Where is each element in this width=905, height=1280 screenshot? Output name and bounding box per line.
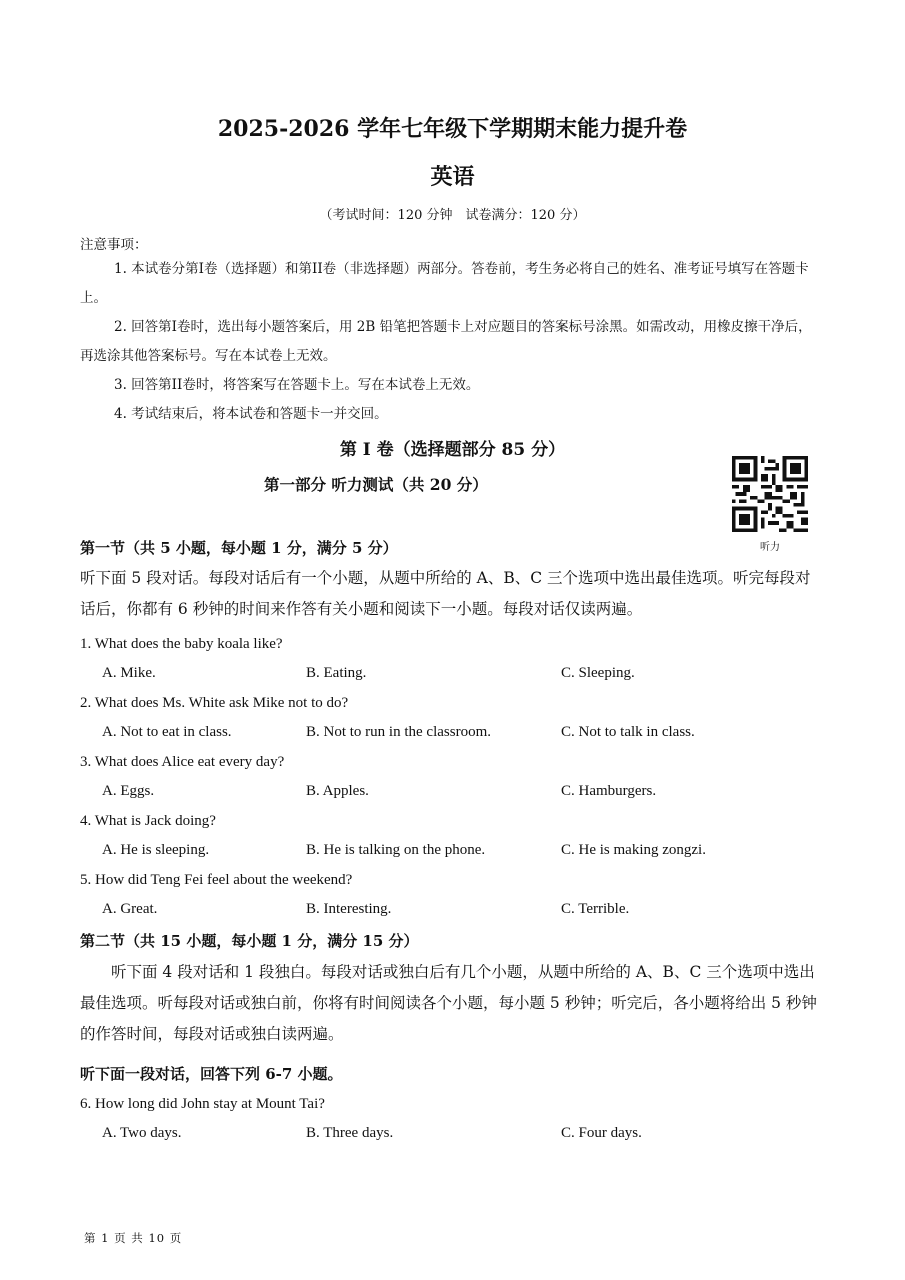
option-c: C. Sleeping. xyxy=(561,665,635,681)
qr-label: 听力 xyxy=(760,542,780,553)
option-c: C. Terrible. xyxy=(561,901,630,917)
option-b: B. Apples. xyxy=(306,783,369,799)
option-a: A. Two days. xyxy=(102,1125,182,1141)
section1-instructions: 听下面 5 段对话。每段对话后有一个小题，从题中所给的 A、B、C 三个选项中选出最佳选项。听完每段对话后，你都有 6 秒钟的时间来作答有关小题和阅读下一小题。每段对话仅读两遍。 xyxy=(80,569,811,618)
option-c: C. Hamburgers. xyxy=(561,783,657,799)
option-b: B. Eating. xyxy=(306,665,367,681)
section2-instructions: 听下面 4 段对话和 1 段独白。每段对话或独白后有几个小题，从题中所给的 A、B、C 三个选项中选出最佳选项。听每段对话或独白前，你将有时间阅读各个小题，每小题 5 秒钟；听完后，各小题将给出 5 秒钟的作答时间，每段对话或独白读两遍。 xyxy=(80,963,817,1043)
section2-subheading: 听下面一段对话，回答下列 6-7 小题。 xyxy=(80,1065,343,1083)
question: 3. What does Alice eat every day? xyxy=(80,754,285,770)
part-subtitle: 第一部分 听力测试（共 20 分） xyxy=(264,475,488,494)
notice-item: 4. 考试结束后，将本试卷和答题卡一并交回。 xyxy=(114,406,388,422)
notice-item: 2. 回答第I卷时，选出每小题答案后，用 2B 铅笔把答题卡上对应题目的答案标号涂黑。如需改动，用橡皮擦干净后，再选涂其他答案标号。写在本试卷上无效。 xyxy=(80,319,812,364)
subject-title: 英语 xyxy=(430,164,475,190)
question: 1. What does the baby koala like? xyxy=(80,636,283,652)
option-b: B. Interesting. xyxy=(306,901,392,917)
notice-item: 3. 回答第II卷时，将答案写在答题卡上。写在本试卷上无效。 xyxy=(114,377,480,393)
notice-item: 1. 本试卷分第I卷（选择题）和第II卷（非选择题）两部分。答卷前，考生务必将自己的姓名、准考证号填写在答题卡上。 xyxy=(80,261,809,306)
page-footer: 第 1 页 共 10 页 xyxy=(84,1231,183,1245)
option-c: C. Not to talk in class. xyxy=(561,724,695,740)
option-a: A. Great. xyxy=(102,901,158,917)
question: 6. How long did John stay at Mount Tai? xyxy=(80,1096,325,1112)
option-a: A. Eggs. xyxy=(102,783,155,799)
option-b: B. Three days. xyxy=(306,1125,394,1141)
question: 4. What is Jack doing? xyxy=(80,813,216,829)
question: 2. What does Ms. White ask Mike not to do? xyxy=(80,695,349,711)
page-title: 2025-2026 学年七年级下学期期末能力提升卷 xyxy=(217,116,688,142)
option-b: B. Not to run in the classroom. xyxy=(306,724,491,740)
option-a: A. Not to eat in class. xyxy=(102,724,232,740)
qr-code-icon[interactable] xyxy=(732,456,808,532)
notice-heading: 注意事项： xyxy=(80,237,148,253)
question: 5. How did Teng Fei feel about the weekend? xyxy=(80,872,353,888)
option-a: A. Mike. xyxy=(102,665,156,681)
section2-heading: 第二节（共 15 小题，每小题 1 分，满分 15 分） xyxy=(80,932,419,950)
section1-heading: 第一节（共 5 小题，每小题 1 分，满分 5 分） xyxy=(80,539,398,557)
part-title: 第 I 卷（选择题部分 85 分） xyxy=(339,440,566,460)
exam-info: （考试时间：120 分钟 试卷满分：120 分） xyxy=(319,208,586,223)
option-a: A. He is sleeping. xyxy=(102,842,210,858)
option-b: B. He is talking on the phone. xyxy=(306,842,486,858)
option-c: C. Four days. xyxy=(561,1125,642,1141)
option-c: C. He is making zongzi. xyxy=(561,842,706,858)
